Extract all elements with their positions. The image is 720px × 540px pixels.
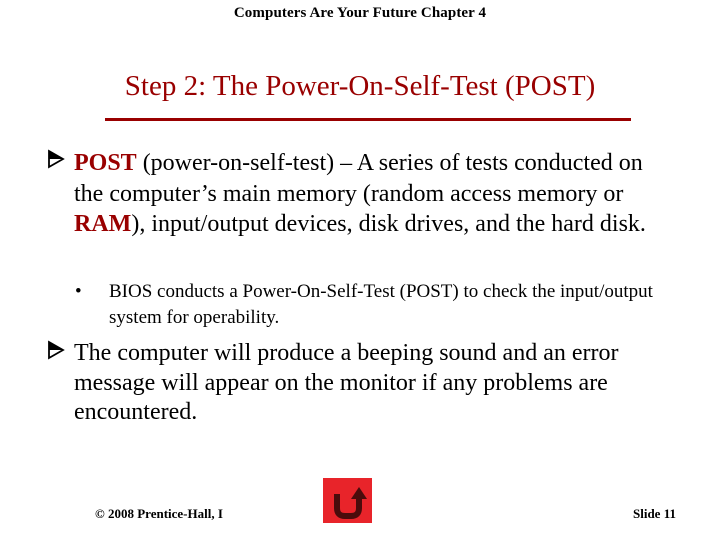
- term-ram: RAM: [74, 211, 132, 237]
- sub-bullet-text: BIOS conducts a Power-On-Self-Test (POST) to check the input/output system for operability.: [109, 281, 653, 328]
- return-arrow-icon: [323, 478, 372, 523]
- slide-header: Computers Are Your Future Chapter 4: [233, 5, 487, 21]
- sub-bullet-marker: •: [75, 281, 82, 302]
- bullet-post-text-a: (power-on-self-test) – A series of tests conducted on the computer’s main memory (random access memory or: [74, 150, 643, 207]
- arrowhead-bullet-icon: [48, 148, 68, 179]
- slide-number: Slide 11: [633, 506, 676, 521]
- term-post: POST: [74, 150, 137, 176]
- bullet-post-text-b: ), input/output devices, disk drives, and the hard disk.: [131, 211, 646, 237]
- bullet-post-text: [74, 148, 674, 240]
- footer-copyright: © 2008 Prentice-Hall, I: [95, 506, 223, 521]
- slide-title: Step 2: The Power-On-Self-Test (POST): [124, 70, 596, 102]
- return-button[interactable]: [323, 478, 372, 523]
- title-underline: [105, 118, 631, 121]
- bullet-beep-text: The computer will produce a beeping sound and an error message will appear on the monitor if any problems are encountered.: [74, 340, 619, 425]
- arrowhead-bullet-icon: [48, 339, 68, 370]
